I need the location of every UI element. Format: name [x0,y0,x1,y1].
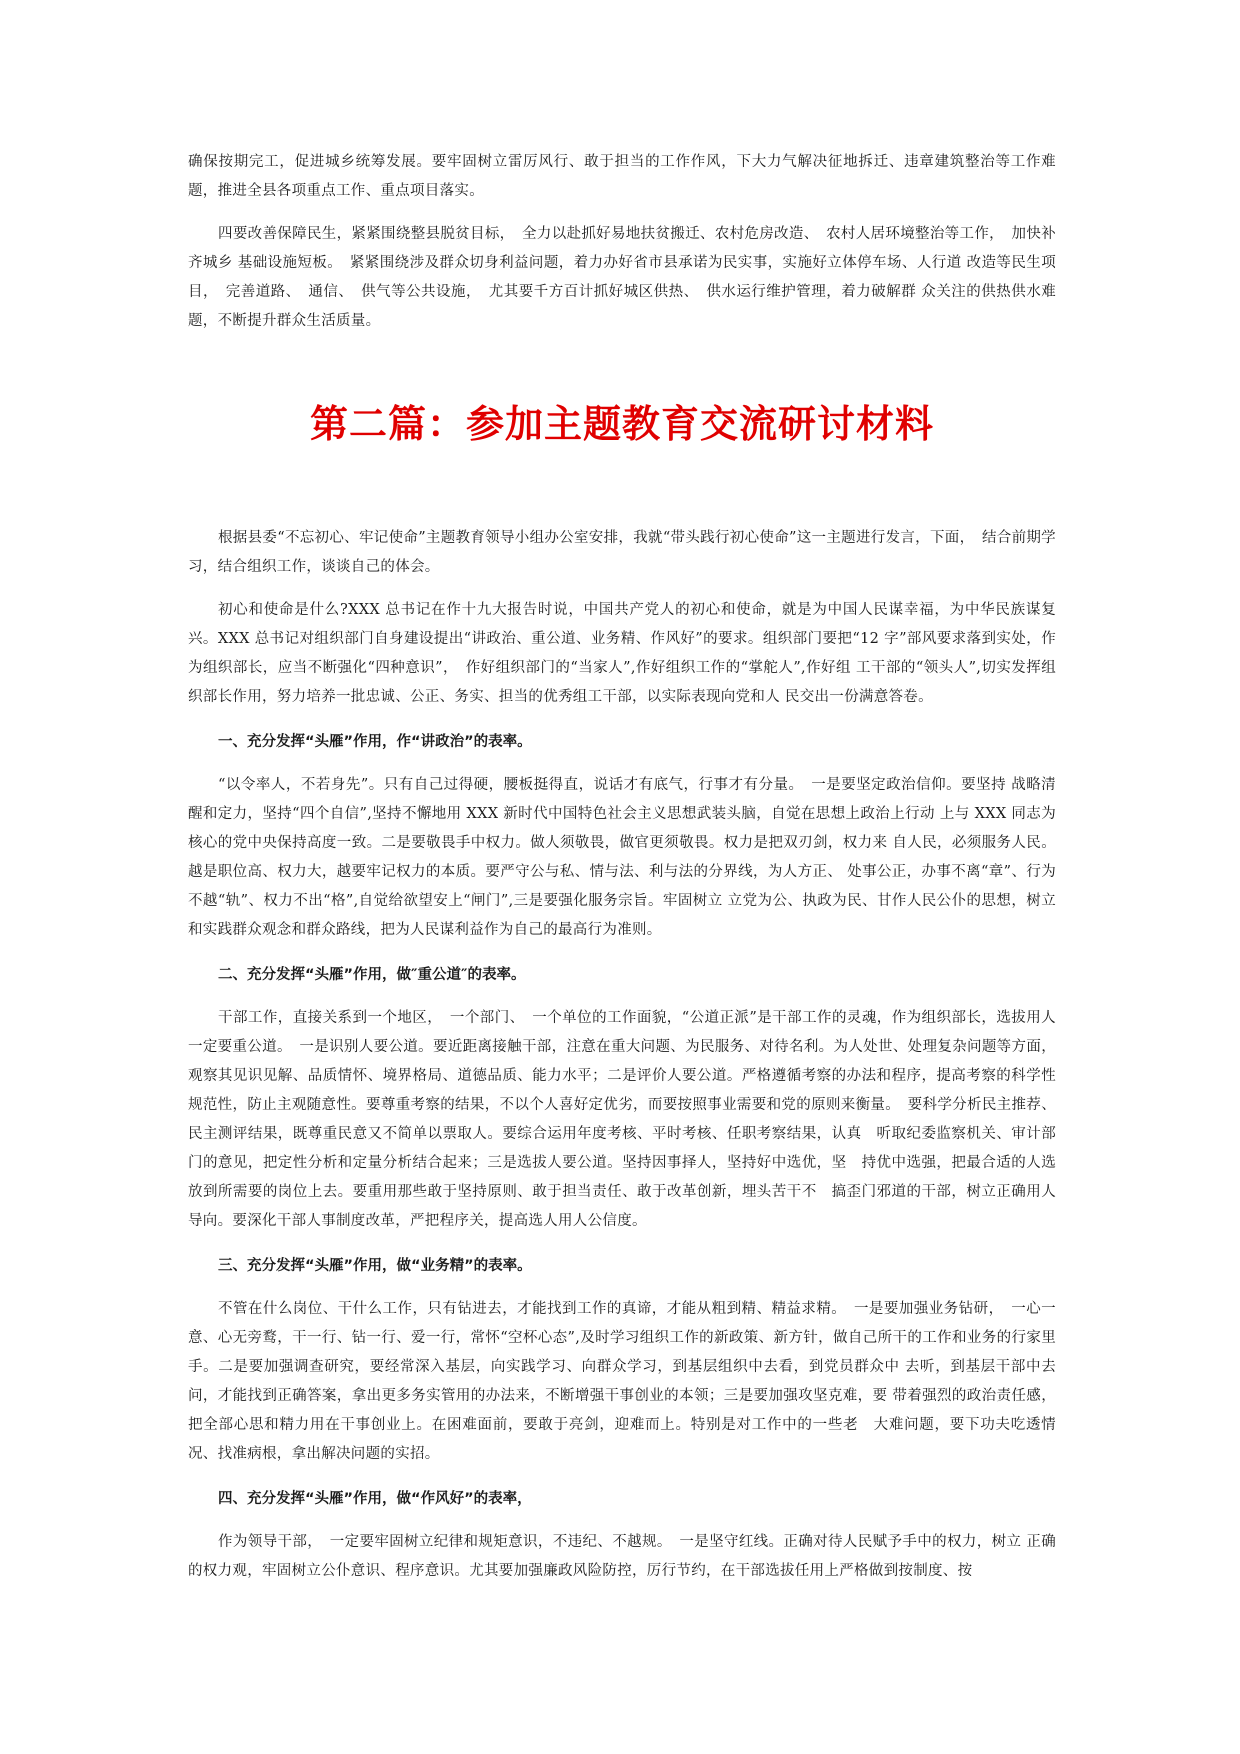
section-body-4: 作为领导干部， 一定要牢固树立纪律和规矩意识，不违纪、不越规。 一是坚守红线。正确对待人民赋予手中的权力，树立 正确的权力观，牢固树立公仆意识、程序意识。尤其要加强廉政风险防控，厉行节约，在干部选拔任用上严格做到按制度、按 [188,1534,1056,1579]
section-body-3: 不管在什么岗位、干什么工作，只有钻进去，才能找到工作的真谛，才能从粗到精、精益求精。 一是要加强业务钻研， 一心一意、心无旁鹜，干一行、钻一行、爱一行，常怀“空杯心态”,及时学习组织工作的新政策、新方针，做自己所干的工作和业务的行家里手。二是要加强调查研究，要经常深入基层，向实践学习、向群众学习，到基层组织中去看，到党员群众中 去听，到基层干部中去问，才能找到正确答案，拿出更多务实管用的办法来，不断增强干事创业的本领；三是要加强攻坚克难，要 带着强烈的政治责任感，把全部心思和精力用在干事创业上。在困难面前，要敢于亮剑，迎难而上。特别是对工作中的一些老 大难问题，要下功夫吃透情况、找准病根，拿出解决问题的实招。 [188,1301,1056,1462]
section-heading-4: 四、充分发挥“头雁”作用，做“作风好”的表率， [218,1491,532,1507]
document-title: 第二篇：参加主题教育交流研讨材料 [309,402,934,446]
document-page [188,148,1056,1586]
intro-paragraph-2: 四要改善保障民生，紧紧围绕整县脱贫目标， 全力以赴抓好易地扶贫搬迁、农村危房改造、 农村人居环境整治等工作， 加快补齐城乡 基础设施短板。 紧紧围绕涉及群众切身利益问题，着力办好省市县承诺为民实事，实施好立体停车场、人行道 改造等民生项目， 完善道路、 通信、 供气等公共设施， 尤其要千方百计抓好城区供热、 供水运行维护管理，着力破解群 众关注的供热供水难题，不断提升群众生活质量。 [188,226,1056,329]
section-heading-1: 一、充分发挥“头雁”作用，作“讲政治”的表率。 [218,734,532,750]
opening-paragraph-1: 根据县委“不忘初心、牢记使命”主题教育领导小组办公室安排，我就“带头践行初心使命”这一主题进行发言，下面， 结合前期学习，结合组织工作，谈谈自己的体会。 [188,530,1056,575]
section-body-2: 干部工作，直接关系到一个地区， 一个部门、 一个单位的工作面貌，“公道正派”是干部工作的灵魂，作为组织部长，选拔用人一定要重公道。 一是识别人要公道。要近距离接触干部，注意在重大问题、为民服务、对待名利。为人处世、处理复杂问题等方面，观察其见识见解、品质情怀、境界格局、道德品质、能力水平；二是评价人要公道。严格遵循考察的办法和程序，提高考察的科学性规范性，防止主观随意性。要尊重考察的结果，不以个人喜好定优劣，而要按照事业需要和党的原则来衡量。 要科学分析民主推荐、民主测评结果，既尊重民意又不简单以票取人。要综合运用年度考核、平时考核、任职考察结果，认真 听取纪委监察机关、审计部门的意见，把定性分析和定量分析结合起来；三是选拔人要公道。坚持因事择人，坚持好中选优，坚 持优中选强，把最合适的人选放到所需要的岗位上去。要重用那些敢于坚持原则、敢于担当责任、敢于改革创新，埋头苦干不 搞歪门邪道的干部，树立正确用人导向。要深化干部人事制度改革，严把程序关，提高选人用人公信度。 [188,1010,1056,1229]
section-body-1: “以令率人，不若身先”。只有自己过得硬，腰板挺得直，说话才有底气，行事才有分量。 一是要坚定政治信仰。要坚持 战略清醒和定力，坚持“四个自信”,坚持不懈地用 XXX 新时代中国特色社会主义思想武装头脑，自觉在思想上政治上行动 上与 XXX 同志为核心的党中央保持高度一致。二是要敬畏手中权力。做人须敬畏，做官更须敬畏。权力是把双刃剑，权力来 自人民，必须服务人民。越是职位高、权力大，越要牢记权力的本质。要严守公与私、情与法、利与法的分界线，为人方正、 处事公正，办事不离“章”、行为不越“轨”、权力不出“格”,自觉给欲望安上“闸门”,三是要强化服务宗旨。牢固树立 立党为公、执政为民、甘作人民公仆的思想，树立和实践群众观念和群众路线，把为人民谋利益作为自己的最高行为准则。 [188,777,1056,938]
section-heading-3: 三、充分发挥“头雁”作用，做“业务精”的表率。 [218,1258,532,1274]
intro-paragraph-1: 确保按期完工，促进城乡统筹发展。要牢固树立雷厉风行、敢于担当的工作作风，下大力气解决征地拆迁、违章建筑整治等工作难题，推进全县各项重点工作、重点项目落实。 [188,154,1056,199]
section-heading-2: 二、充分发挥“头雁”作用，做″重公道″的表率。 [218,967,526,983]
opening-paragraph-2: 初心和使命是什么?XXX 总书记在作十九大报告时说，中国共产党人的初心和使命，就是为中国人民谋幸福，为中华民族谋复兴。XXX 总书记对组织部门自身建设提出“讲政治、重公道、业务精、作风好”的要求。组织部门要把“12 字”部风要求落到实处，作为组织部长，应当不断强化“四种意识”， 作好组织部门的“当家人”,作好组织工作的“掌舵人”,作好组 工干部的“领头人”,切实发挥组织部长作用，努力培养一批忠诚、公正、务实、担当的优秀组工干部，以实际表现向党和人 民交出一份满意答卷。 [188,602,1056,705]
